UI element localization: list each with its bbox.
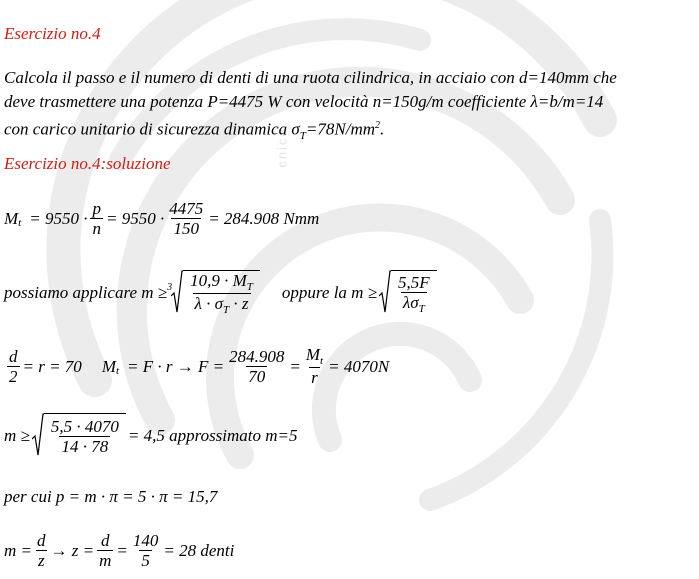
- denominator: m: [99, 551, 112, 570]
- radical-sign-icon: [32, 413, 44, 459]
- expression-text: =: [116, 541, 128, 560]
- expression-text: = 9550 ·: [29, 209, 88, 228]
- root-index: 3: [167, 281, 173, 293]
- num-text: 10,9 · M: [190, 271, 247, 290]
- superscript: 2: [375, 120, 381, 131]
- denominator: [401, 292, 427, 315]
- denominator: r: [311, 368, 318, 387]
- statement-line: Calcola il passo e il numero di denti di una ruota cilindrica, in acciaio con d=140mm che: [4, 68, 617, 87]
- denominator: n: [92, 219, 101, 238]
- equation-teeth: [4, 531, 234, 571]
- subscript: T: [246, 281, 253, 293]
- statement-line: deve trasmettere una potenza P=4475 W con velocità n=150g/m coefficiente λ=b/m=14: [4, 92, 604, 111]
- expression-text: = 4070N: [328, 356, 390, 376]
- expression-text: = F · r → F =: [127, 356, 225, 376]
- expression-text: = 284.908 Nmm: [208, 209, 320, 228]
- expression-text: possiamo applicare m ≥: [4, 283, 168, 302]
- denominator: 70: [248, 366, 266, 386]
- expression-text: = r = 70: [22, 356, 82, 376]
- den-text: · z: [229, 294, 249, 313]
- statement-line: [4, 114, 698, 144]
- numerator: 140: [132, 531, 159, 550]
- radical-sign-icon: [379, 270, 391, 316]
- numerator: [188, 271, 255, 293]
- fraction: [188, 271, 255, 316]
- subscript: t: [18, 217, 22, 229]
- symbol-m: M: [101, 356, 116, 376]
- num-text: M: [305, 345, 321, 364]
- fraction: [227, 347, 286, 387]
- expression-text: oppure la m ≥: [281, 283, 378, 302]
- numerator: d: [100, 531, 110, 550]
- fraction: [49, 417, 121, 457]
- subscript: T: [223, 304, 230, 316]
- symbol-m: M: [4, 209, 19, 228]
- numerator: 4475: [169, 199, 204, 218]
- fraction: [131, 531, 161, 571]
- denominator: 2: [9, 366, 18, 386]
- equation-pitch: per cui p = m · π = 5 · π = 15,7: [4, 487, 218, 506]
- denominator: 14 · 78: [61, 436, 109, 456]
- expression-text: = 4,5 approssimato m=5: [127, 426, 298, 445]
- numerator: p: [92, 199, 101, 218]
- expression-text: m =: [4, 541, 32, 560]
- statement-text: =78N/mm: [305, 119, 376, 139]
- expression-text: → z =: [50, 541, 95, 560]
- radical-sign-icon: [171, 270, 183, 316]
- statement-text: con carico unitario di sicurezza dinamica: [4, 119, 292, 139]
- square-root: [32, 413, 126, 459]
- denominator: z: [37, 551, 45, 570]
- fraction: [304, 345, 325, 388]
- fraction: [35, 531, 48, 571]
- den-text: λ · σ: [194, 294, 224, 313]
- den-text: λσ: [402, 292, 419, 312]
- expression-text: m ≥: [4, 426, 30, 445]
- numerator: 5,5F: [398, 272, 430, 292]
- expression-text: =: [289, 356, 301, 376]
- fraction: [7, 347, 20, 387]
- numerator: d: [37, 531, 46, 550]
- exercise-title: Esercizio no.4: [4, 24, 101, 43]
- numerator: 284.908: [229, 346, 285, 366]
- denominator: [193, 293, 251, 316]
- equation-module-value: [4, 413, 298, 459]
- square-root: [379, 270, 437, 316]
- fraction: [90, 199, 103, 239]
- cube-root: [171, 270, 260, 316]
- expression-text: = 9550 ·: [105, 209, 165, 228]
- fraction: [97, 531, 113, 571]
- solution-title: Esercizio no.4:soluzione: [4, 154, 171, 173]
- exercise-statement: [4, 66, 698, 144]
- sigma-symbol: σ: [291, 119, 300, 139]
- equation-module-formulas: [4, 270, 439, 316]
- denominator: 150: [173, 219, 199, 238]
- fraction: [396, 273, 432, 315]
- equation-torque: [4, 199, 319, 239]
- equation-force: [4, 345, 389, 388]
- subscript: t: [115, 364, 120, 377]
- statement-text: .: [380, 119, 385, 139]
- subscript: T: [299, 129, 306, 142]
- numerator: 5,5 · 4070: [50, 416, 119, 436]
- expression-text: = 28 denti: [163, 541, 235, 560]
- subscript: t: [320, 355, 324, 367]
- numerator: d: [9, 346, 18, 366]
- subscript: T: [418, 302, 425, 315]
- fraction: [167, 199, 205, 239]
- numerator: [304, 345, 325, 367]
- watermark-text: cnica: [274, 127, 290, 168]
- denominator: 5: [141, 551, 150, 570]
